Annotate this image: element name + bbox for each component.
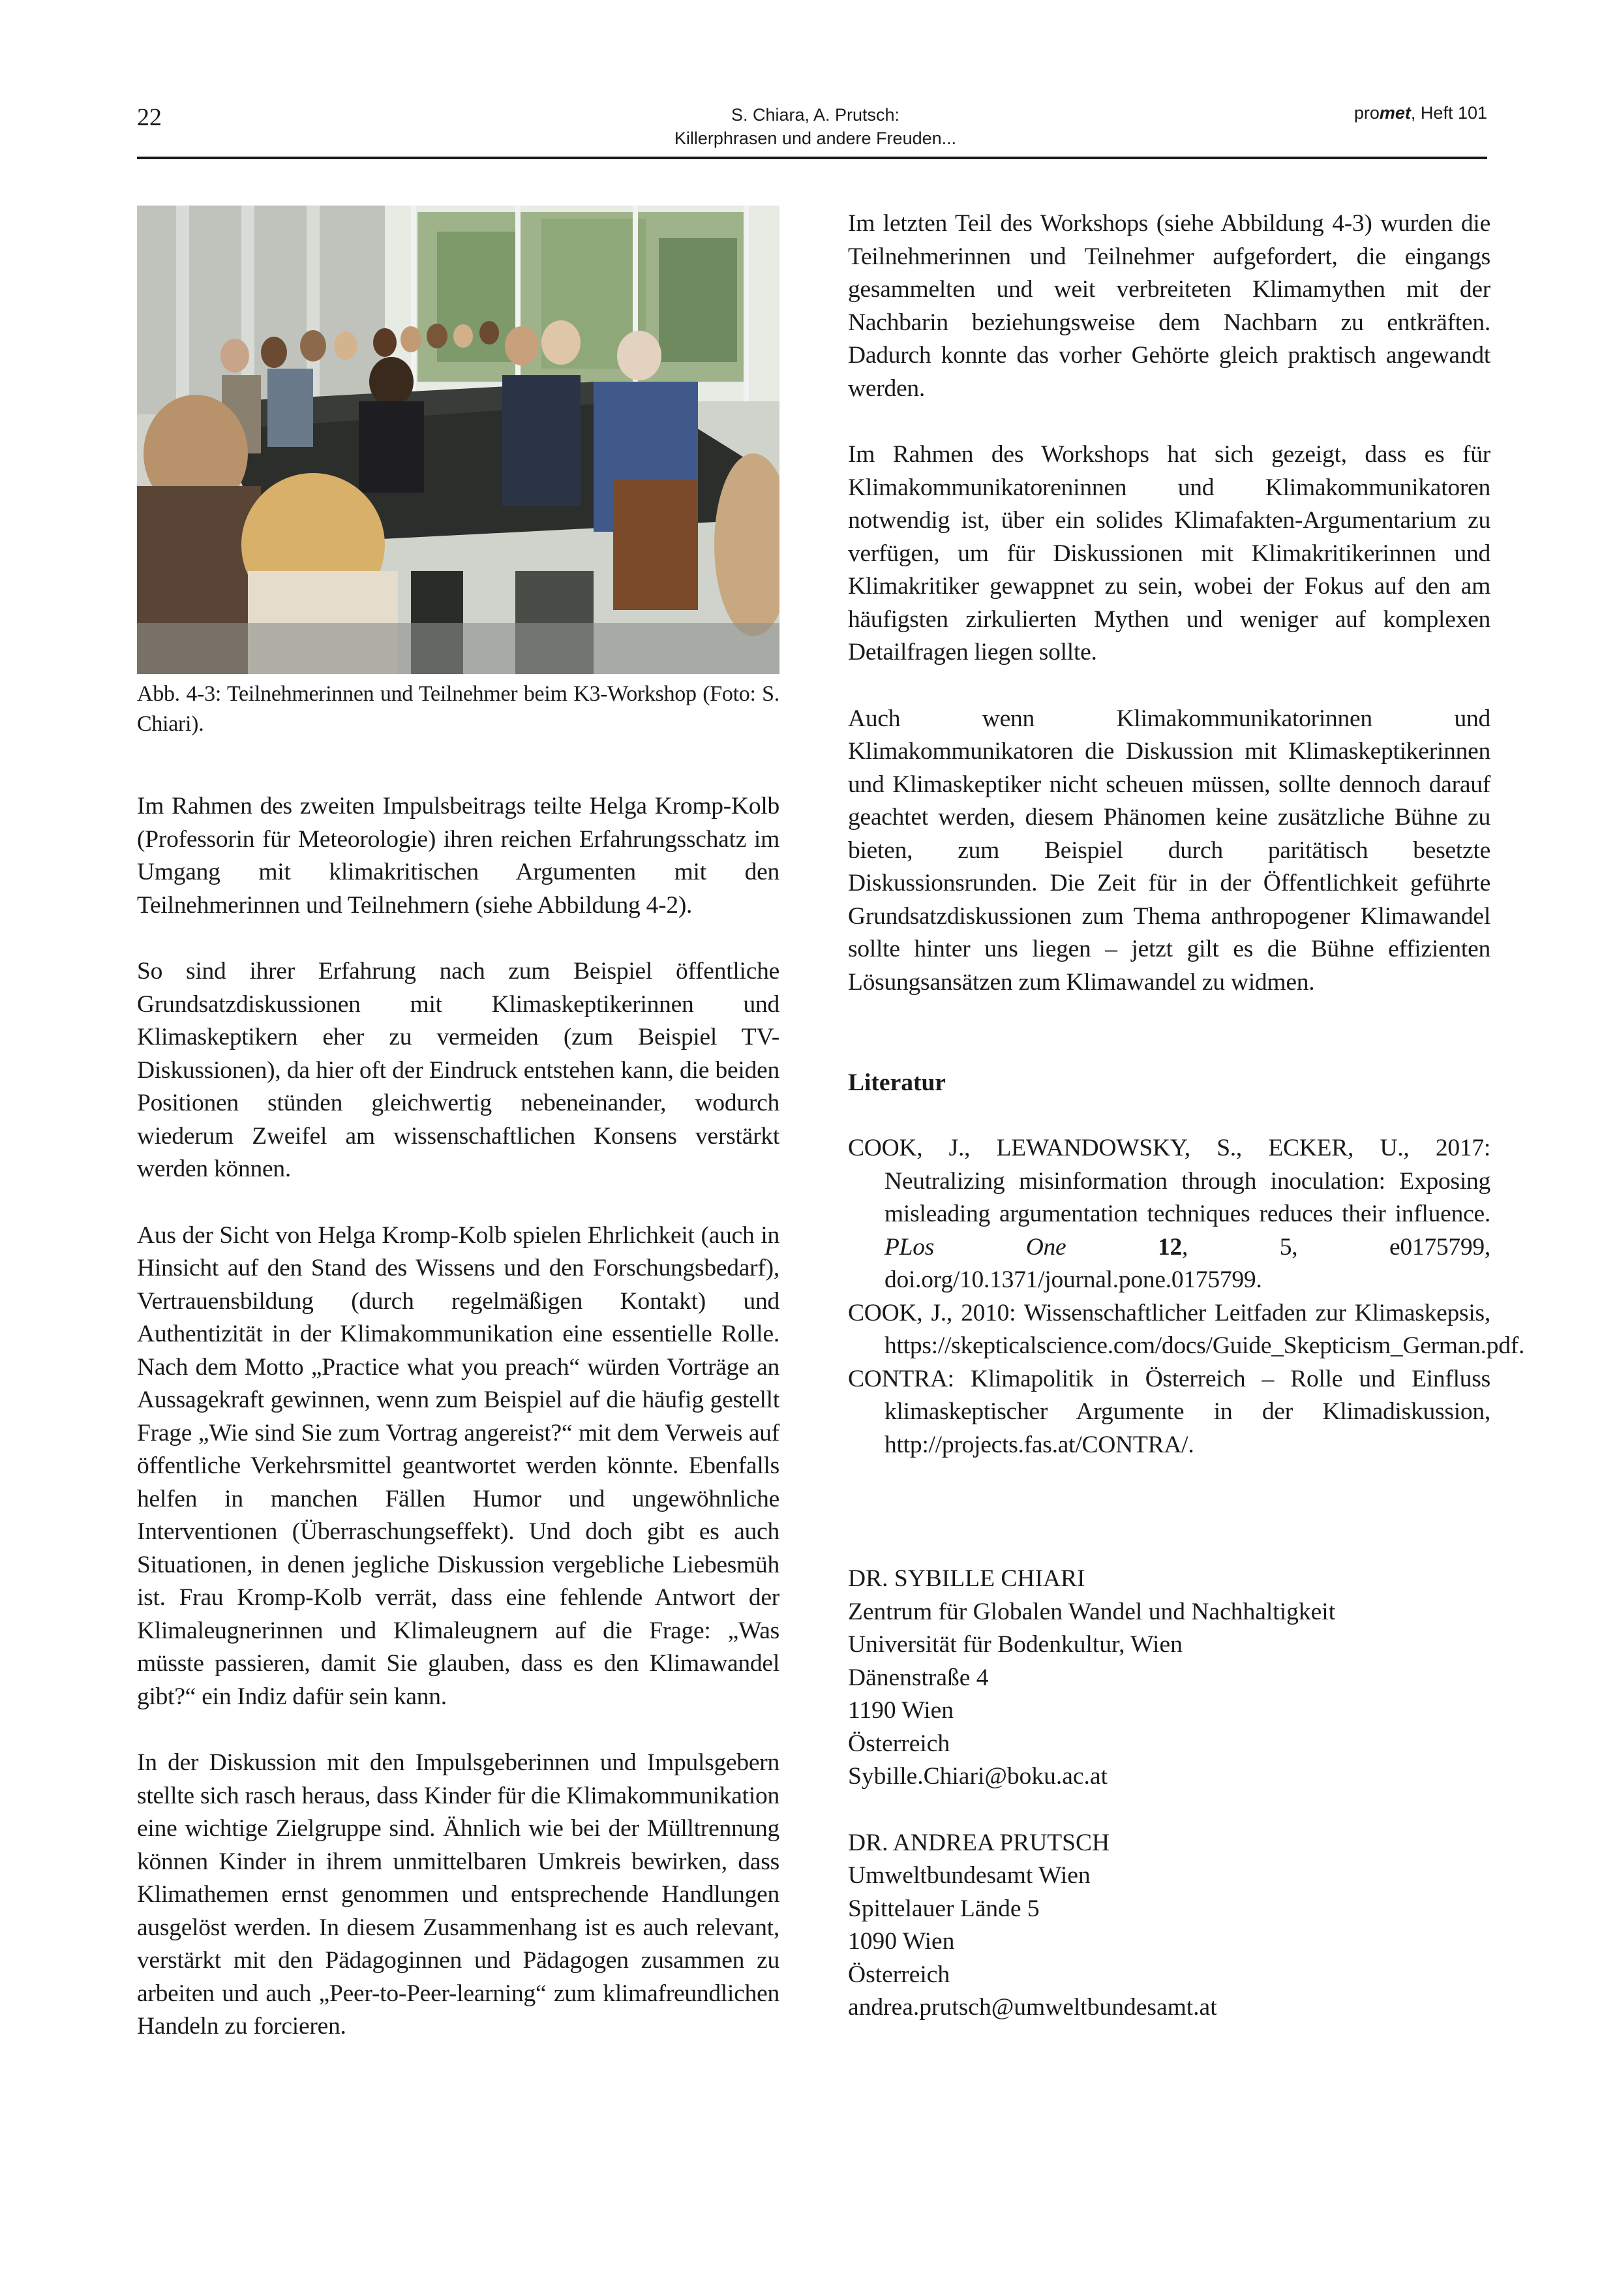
right-paragraph-1: Im letzten Teil des Workshops (siehe Abbildung 4-3) wurden die Teilnehmerinnen und Teilnehmer aufgefordert, die eingangs gesammelten und weit verbreiteten Klimamythen mit der Nachbarin beziehungsweise dem Nachbarn zu entkräften. Dadurch konnte das vorher Gehörte gleich praktisch angewandt werden. (848, 210, 1490, 402)
author-2-country: Österreich (848, 1961, 950, 1988)
author-1-institution: Zentrum für Globalen Wandel und Nachhaltigkeit (848, 1598, 1336, 1625)
left-column (137, 206, 779, 2043)
left-paragraph-3: Aus der Sicht von Helga Kromp-Kolb spielen Ehrlichkeit (auch in Hinsicht auf den Stand des Wissens und den Forschungsbedarf), Vertrauensbildung (durch regelmäßigen Kontakt) und Authentizität in der Klimakommunikation eine essentielle Rolle. Nach dem Motto „Practice what you preach“ würden Vorträge an Aussagekraft gewinnen, wenn zum Beispiel auf die häufig gestellt Frage „Wie sind Sie zum Vortrag angereist?“ mit dem Verweis auf öffentliche Verkehrsmittel geantwortet werden könnte. Ebenfalls helfen in manchen Fällen Humor und ungewöhnliche Interventionen (Überraschungseffekt). Und doch gibt es auch Situationen, in denen jegliche Diskussion vergebliche Liebesmüh ist. Frau Kromp-Kolb verrät, dass eine fehlende Antwort der Klimaleugnerinnen und Klimaleugnern auf die Frage: „Was müsste passieren, damit Sie glauben, dass es den Klimawandel gibt?“ ein Indiz dafür sein kann. (137, 1221, 779, 1710)
journal-brand-met: met (1379, 103, 1411, 123)
reference-1-journal: PLos One (884, 1233, 1066, 1261)
author-2-street: Spittelauer Lände 5 (848, 1895, 1040, 1922)
figure-caption: Abb. 4-3: Teilnehmerinnen und Teilnehmer beim K3-Workshop (Foto: S. Chiari). (137, 682, 779, 736)
page-number: 22 (137, 104, 162, 131)
author-1-email: Sybille.Chiari@boku.ac.at (848, 1763, 1108, 1790)
right-paragraph-2: Im Rahmen des Workshops hat sich gezeigt, dass es für Klimakommunikatoreninnen und Klimakommunikatoren notwendig ist, über ein solides Klimafakten-Argumentarium zu verfügen, um für Diskussionen mit Klimakritikerinnen und Klimakritiker gewappnet zu sein, wobei der Fokus auf den am häufigsten zirkulierten Mythen und weniger auf komplexen Detailfragen liegen sollte. (848, 441, 1490, 666)
author-1-university: Universität für Bodenkultur, Wien (848, 1631, 1183, 1658)
workshop-photo-illustration (137, 206, 779, 674)
workshop-photo (137, 206, 779, 674)
author-2-institution: Umweltbundesamt Wien (848, 1862, 1091, 1889)
left-paragraph-1: Im Rahmen des zweiten Impulsbeitrags teilte Helga Kromp-Kolb (Professorin für Meteorologie) ihren reichen Erfahrungsschatz im Umgang mit klimakritischen Argumenten mit den Teilnehmerinnen und Teilnehmern (siehe Abbildung 4-2). (137, 793, 779, 919)
literature-heading: Literatur (848, 1069, 946, 1096)
page-header (137, 98, 1487, 159)
reference-1 (848, 1132, 1490, 1297)
running-title (646, 103, 985, 150)
author-address-1 (848, 1563, 1490, 1794)
author-1-country: Österreich (848, 1730, 950, 1757)
journal-brand-pro: pro (1353, 103, 1380, 123)
author-1-name: DR. SYBILLE CHIARI (848, 1565, 1085, 1592)
journal-brand (1354, 103, 1411, 123)
reference-1-rest: , 5, e0175799, doi.org/10.1371/journal.pone.0175799. (884, 1233, 1490, 1293)
author-2-name: DR. ANDREA PRUTSCH (848, 1829, 1110, 1856)
reference-3: CONTRA: Klimapolitik in Österreich – Rolle und Einfluss klimaskeptischer Argumente in der Klimadiskussion, http://projects.fas.at/CONTRA/. (848, 1365, 1490, 1458)
journal-issue: , Heft 101 (1410, 103, 1487, 123)
author-2-email: andrea.prutsch@umweltbundesamt.at (848, 1994, 1217, 2021)
reference-1-volume: 12 (1066, 1233, 1183, 1261)
author-1-street: Dänenstraße 4 (848, 1664, 989, 1691)
left-paragraph-2: So sind ihrer Erfahrung nach zum Beispiel öffentliche Grundsatzdiskussionen mit Klimaskeptikerinnen und Klimaskeptikern eher zu vermeiden (zum Beispiel TV-Diskussionen), da hier oft der Eindruck entstehen kann, die beiden Positionen stünden gleichwertig nebeneinander, wodurch wiederum Zweifel am wissenschaftlichen Konsens verstärkt werden können. (137, 958, 779, 1182)
author-1-city: 1190 Wien (848, 1697, 954, 1724)
left-paragraph-4: In der Diskussion mit den Impulsgeberinnen und Impulsgebern stellte sich rasch heraus, dass Kinder für die Klimakommunikation eine wichtige Zielgruppe sind. Ähnlich wie bei der Mülltrennung können Kinder in ihrem unmittelbaren Umkreis bewirken, dass Klimathemen ernst genommen und entsprechende Handlungen ausgelöst werden. In diesem Zusammenhang ist es auch relevant, verstärkt mit den Pädagoginnen und Pädagogen zusammen zu arbeiten und auch „Peer-to-Peer-learning“ zum klimafreundlichen Handeln zu forcieren. (137, 1749, 779, 2040)
running-title-article: Killerphrasen und andere Freuden... (674, 129, 957, 148)
right-column (848, 207, 1525, 2025)
reference-1-text: COOK, J., LEWANDOWSKY, S., ECKER, U., 2017: Neutralizing misinformation through inoculation: Exposing misleading argumentation techniques reduces their influence. (848, 1135, 1490, 1227)
right-paragraph-3: Auch wenn Klimakommunikatorinnen und Klimakommunikatoren die Diskussion mit Klimaskeptikerinnen und Klimaskeptiker nicht scheuen müssen, sollte dennoch darauf geachtet werden, diesem Phänomen keine zusätzliche Bühne zu bieten, zum Beispiel durch paritätisch besetzte Diskussionsrunden. Die Zeit für in der Öffentlichkeit geführte Grundsatzdiskussionen zum Thema anthropogener Klimawandel sollte hinter uns liegen – jetzt gilt es die Bühne effizienten Lösungsansätzen zum Klimawandel zu widmen. (848, 705, 1490, 996)
running-title-authors: S. Chiara, A. Prutsch: (731, 105, 900, 125)
reference-2: COOK, J., 2010: Wissenschaftlicher Leitfaden zur Klimaskepsis, https://skepticalscience.com/docs/Guide_Skepticism_German.pdf. (848, 1299, 1525, 1359)
journal-name (1354, 103, 1487, 123)
author-2-city: 1090 Wien (848, 1928, 955, 1955)
author-address-2 (848, 1827, 1490, 2025)
